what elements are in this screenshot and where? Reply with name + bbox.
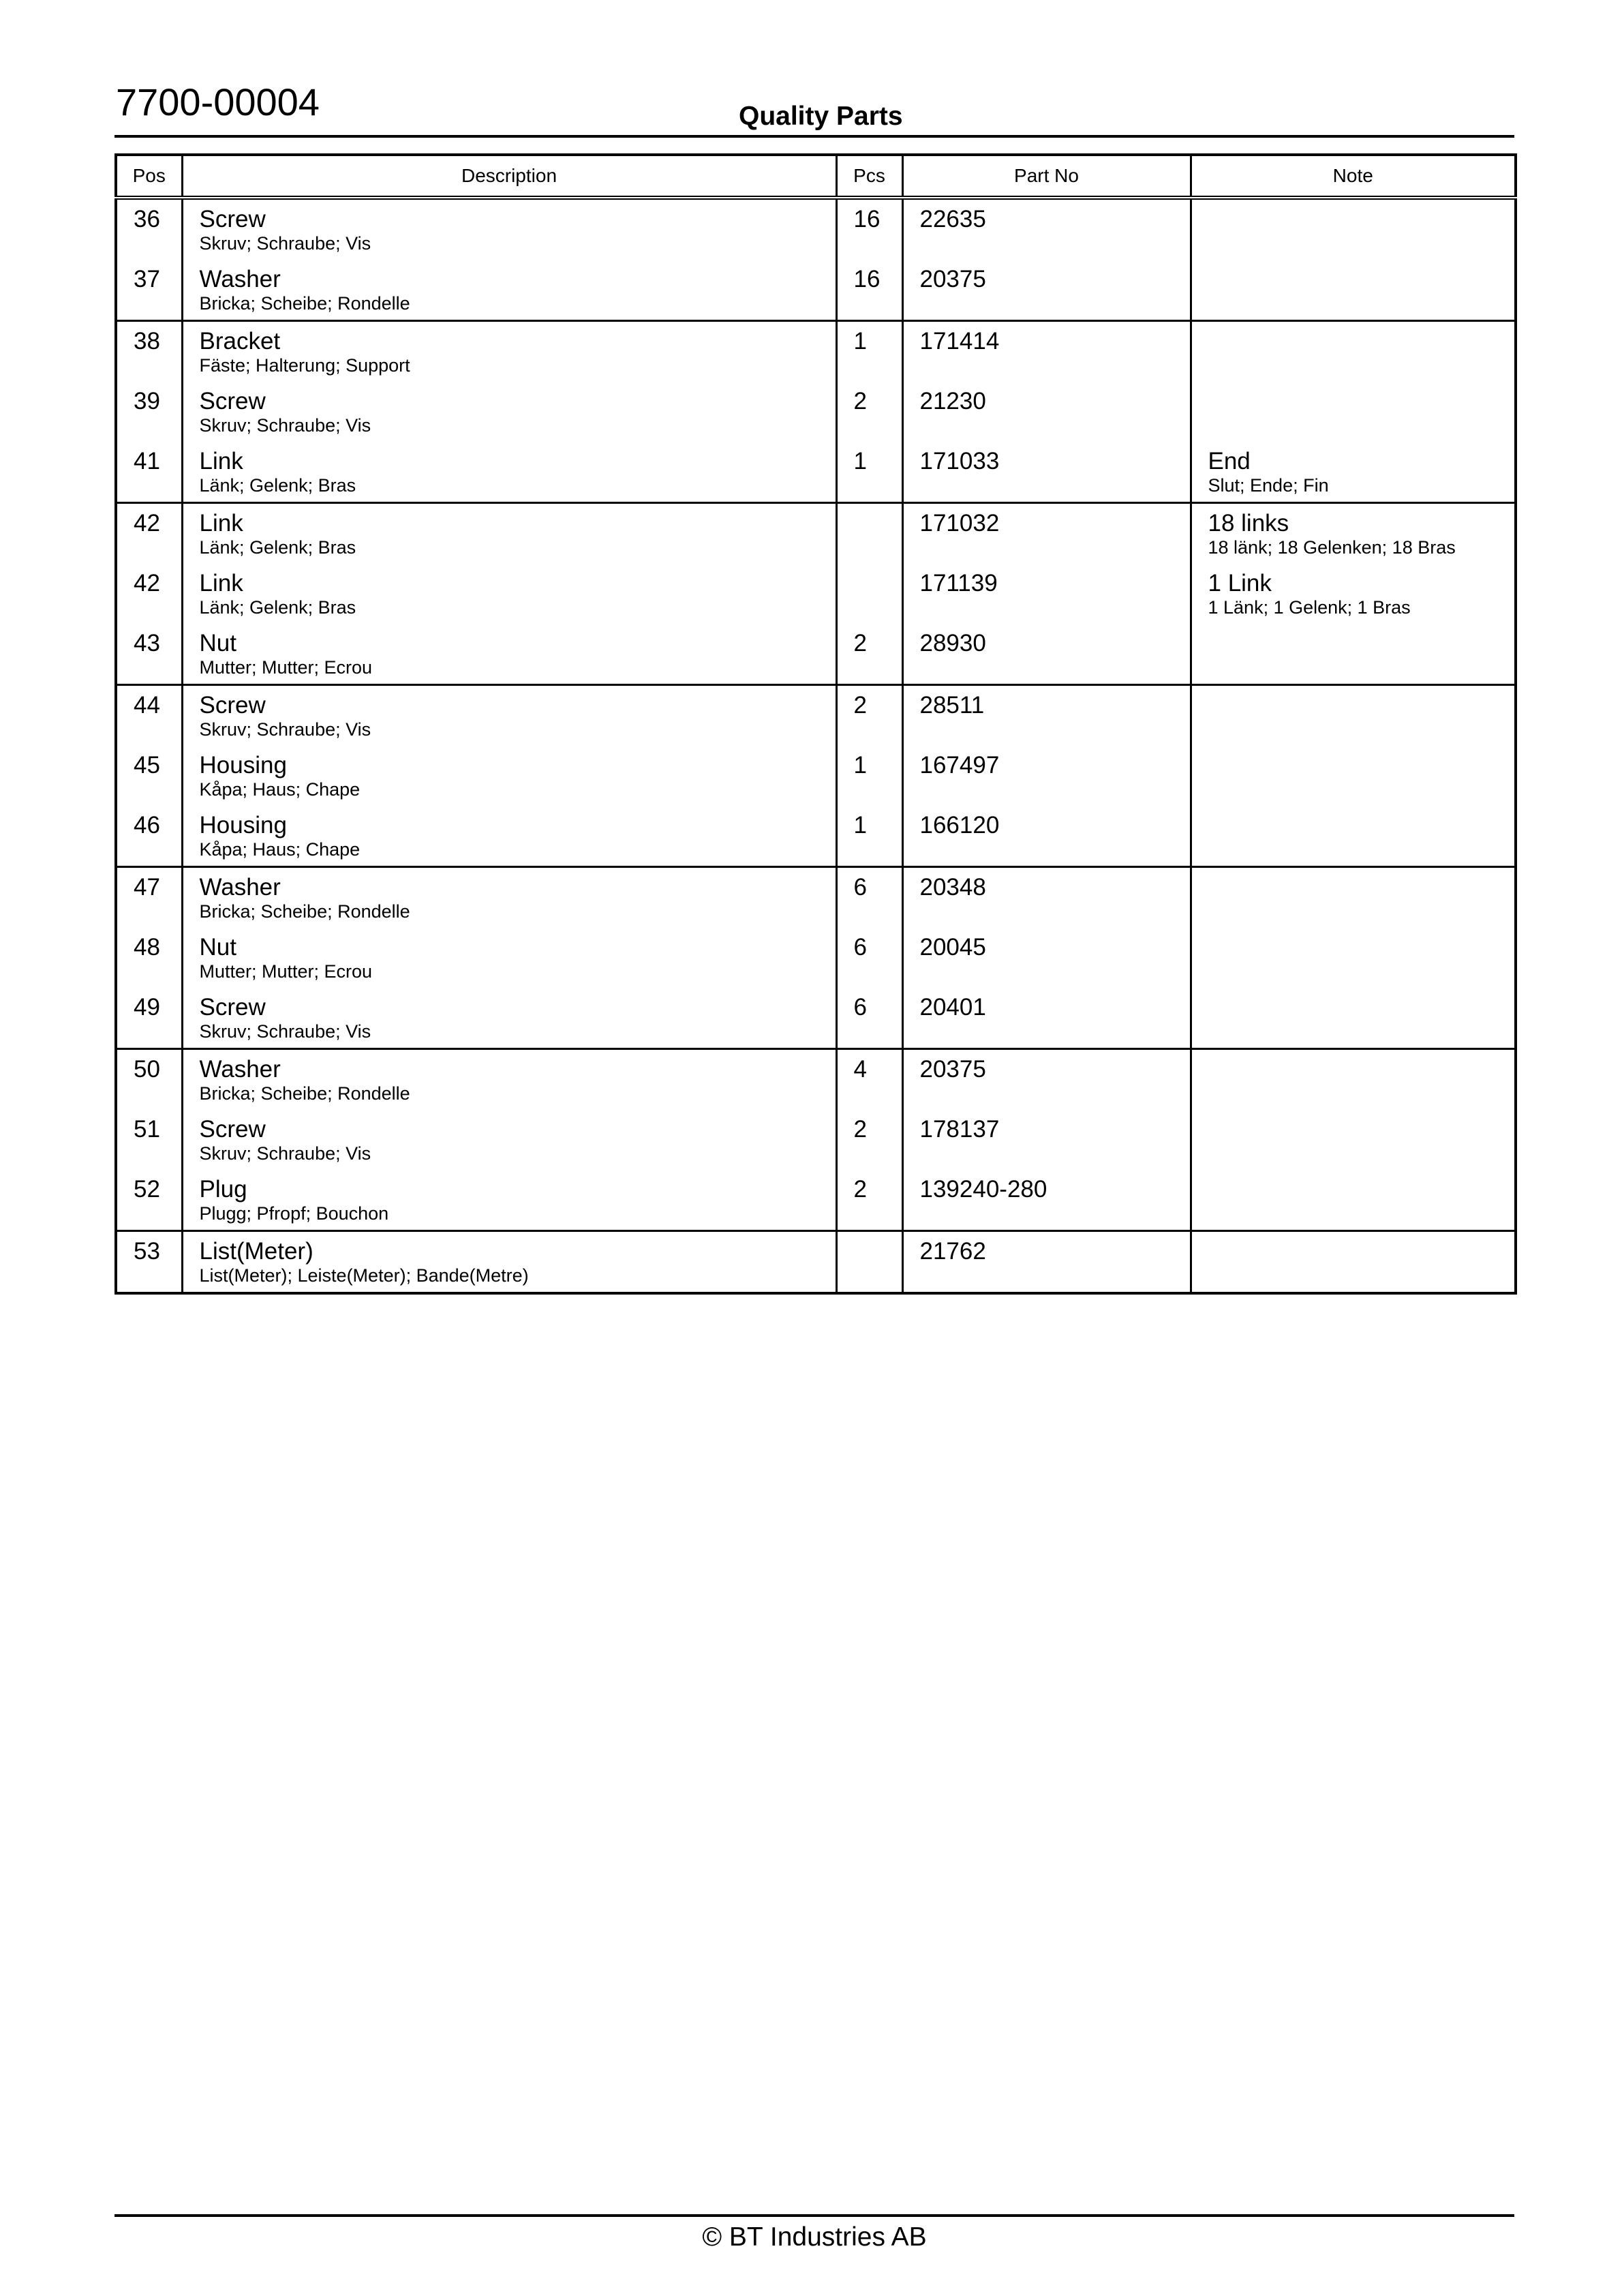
part-no-cell-text: 171139	[919, 570, 998, 596]
note-cell-text	[1192, 1232, 1515, 1239]
description-cell	[182, 260, 836, 321]
description-cell-text: Link	[199, 510, 243, 537]
note-cell-text	[1192, 806, 1515, 813]
pos-cell	[116, 1110, 182, 1170]
pcs-cell-text	[838, 1232, 902, 1239]
table-row	[116, 564, 1516, 624]
pcs-cell	[836, 746, 902, 806]
pcs-cell-text: 2	[853, 692, 867, 719]
part-no-cell-text: 166120	[919, 812, 1000, 839]
part-no-cell	[902, 442, 1191, 503]
description-cell-translation: Kåpa; Haus; Chape	[199, 779, 361, 800]
pcs-cell	[836, 198, 902, 260]
pos-cell	[116, 928, 182, 988]
description-cell	[182, 746, 836, 806]
pcs-cell	[836, 382, 902, 442]
table-row	[116, 442, 1516, 503]
description-cell-text: List(Meter)	[199, 1238, 313, 1265]
column-header-pcs: Pcs	[836, 155, 902, 198]
pos-cell-text: 49	[134, 994, 160, 1021]
note-cell	[1191, 442, 1516, 503]
part-no-cell-text: 21762	[919, 1238, 986, 1265]
note-cell-text: End	[1208, 448, 1251, 474]
description-cell-translation: Mutter; Mutter; Ecrou	[199, 657, 373, 678]
description-cell-translation: Fäste; Halterung; Support	[199, 355, 410, 376]
description-cell	[182, 503, 836, 564]
note-cell	[1191, 382, 1516, 442]
pos-cell	[116, 260, 182, 321]
description-cell	[182, 1049, 836, 1111]
pcs-cell-text: 2	[853, 630, 867, 656]
part-no-cell-text: 167497	[919, 752, 1000, 779]
description-cell-text: Screw	[199, 994, 266, 1021]
pos-cell-text: 50	[134, 1056, 160, 1083]
part-no-cell	[902, 624, 1191, 685]
column-header-pos: Pos	[116, 155, 182, 198]
pos-cell	[116, 988, 182, 1049]
part-no-cell-text: 21230	[919, 388, 986, 414]
pos-cell-text: 43	[134, 630, 160, 656]
description-cell	[182, 928, 836, 988]
description-cell-translation: Länk; Gelenk; Bras	[199, 537, 356, 558]
pcs-cell-text: 6	[853, 874, 867, 901]
pos-cell	[116, 382, 182, 442]
part-no-cell	[902, 198, 1191, 260]
description-cell-text: Washer	[199, 266, 281, 292]
note-cell	[1191, 624, 1516, 685]
pcs-cell-text: 1	[853, 752, 867, 779]
part-no-cell-text: 28511	[919, 692, 985, 719]
pcs-cell	[836, 260, 902, 321]
pcs-cell	[836, 806, 902, 867]
note-cell	[1191, 198, 1516, 260]
description-cell	[182, 1170, 836, 1231]
note-cell	[1191, 260, 1516, 321]
note-cell	[1191, 685, 1516, 746]
part-no-cell	[902, 685, 1191, 746]
note-cell-text	[1192, 868, 1515, 875]
part-no-cell	[902, 1170, 1191, 1231]
pos-cell-text: 38	[134, 328, 160, 354]
pos-cell-text: 37	[134, 266, 160, 292]
pos-cell	[116, 1170, 182, 1231]
note-cell	[1191, 928, 1516, 988]
pos-cell-text: 44	[134, 692, 160, 719]
description-cell-translation: Länk; Gelenk; Bras	[199, 597, 356, 618]
note-cell-text	[1192, 1110, 1515, 1117]
table-row	[116, 746, 1516, 806]
note-cell-text	[1192, 382, 1515, 389]
pcs-cell-text: 1	[853, 448, 867, 474]
part-no-cell-text: 28930	[919, 630, 986, 656]
table-row	[116, 928, 1516, 988]
table-row	[116, 198, 1516, 260]
table-row	[116, 1231, 1516, 1294]
pcs-cell	[836, 442, 902, 503]
pcs-cell-text: 16	[853, 266, 881, 292]
part-no-cell-text: 20348	[919, 874, 986, 901]
table-row	[116, 988, 1516, 1049]
part-no-cell	[902, 260, 1191, 321]
description-cell	[182, 382, 836, 442]
pcs-cell-text: 2	[853, 1116, 867, 1143]
pcs-cell	[836, 928, 902, 988]
note-cell-text	[1192, 624, 1515, 631]
description-cell	[182, 988, 836, 1049]
pcs-cell-text: 1	[853, 328, 867, 354]
part-no-cell	[902, 564, 1191, 624]
pcs-cell	[836, 564, 902, 624]
part-no-cell-text: 20375	[919, 1056, 986, 1083]
pos-cell-text: 51	[134, 1116, 160, 1143]
description-cell-text: Screw	[199, 388, 266, 414]
pos-cell	[116, 1231, 182, 1294]
description-cell-text: Link	[199, 570, 243, 596]
part-no-cell	[902, 806, 1191, 867]
table-row	[116, 382, 1516, 442]
pcs-cell	[836, 503, 902, 564]
description-cell-translation: Bricka; Scheibe; Rondelle	[199, 1083, 410, 1104]
description-cell	[182, 442, 836, 503]
description-cell	[182, 321, 836, 382]
pos-cell-text: 52	[134, 1176, 160, 1203]
pos-cell-text: 48	[134, 934, 160, 961]
pcs-cell-text: 2	[853, 1176, 867, 1203]
table-row	[116, 624, 1516, 685]
part-no-cell	[902, 1049, 1191, 1111]
description-cell-text: Housing	[199, 752, 287, 779]
description-cell-text: Screw	[199, 1116, 266, 1143]
document-number: 7700-00004	[116, 80, 320, 123]
description-cell-translation: Bricka; Scheibe; Rondelle	[199, 901, 410, 922]
pos-cell-text: 46	[134, 812, 160, 839]
note-cell-text	[1192, 686, 1515, 693]
pcs-cell	[836, 988, 902, 1049]
part-no-cell	[902, 503, 1191, 564]
column-header-part-no: Part No	[902, 155, 1191, 198]
description-cell	[182, 867, 836, 928]
page-title: Quality Parts	[739, 102, 903, 131]
table-row	[116, 503, 1516, 564]
table-header-row	[116, 155, 1516, 198]
pos-cell	[116, 685, 182, 746]
part-no-cell	[902, 988, 1191, 1049]
footer-divider	[114, 2214, 1514, 2217]
part-no-cell-text: 20375	[919, 266, 986, 292]
pos-cell	[116, 442, 182, 503]
note-cell	[1191, 806, 1516, 867]
table-row	[116, 1170, 1516, 1231]
part-no-cell	[902, 1110, 1191, 1170]
part-no-cell-text: 171032	[919, 510, 1000, 537]
pcs-cell	[836, 1170, 902, 1231]
part-no-cell-text: 22635	[919, 206, 986, 232]
table-row	[116, 867, 1516, 928]
description-cell-translation: Kåpa; Haus; Chape	[199, 839, 361, 860]
part-no-cell	[902, 1231, 1191, 1294]
pcs-cell-text: 4	[853, 1056, 867, 1083]
note-cell	[1191, 746, 1516, 806]
pcs-cell-text: 6	[853, 934, 867, 961]
note-cell	[1191, 1170, 1516, 1231]
part-no-cell-text: 171414	[919, 328, 1000, 354]
pos-cell-text: 41	[134, 448, 160, 474]
description-cell-translation: Skruv; Schraube; Vis	[199, 233, 371, 254]
description-cell-translation: Skruv; Schraube; Vis	[199, 719, 371, 740]
description-cell-text: Housing	[199, 812, 287, 839]
parts-table	[114, 153, 1517, 1295]
description-cell-text: Screw	[199, 692, 266, 719]
table-row	[116, 321, 1516, 382]
pcs-cell-text: 1	[853, 812, 867, 839]
header-divider	[114, 135, 1514, 138]
pcs-cell	[836, 321, 902, 382]
pos-cell	[116, 806, 182, 867]
note-cell-text	[1192, 260, 1515, 267]
description-cell-translation: Skruv; Schraube; Vis	[199, 415, 371, 436]
note-cell	[1191, 1049, 1516, 1111]
description-cell	[182, 1231, 836, 1294]
part-no-cell	[902, 382, 1191, 442]
table-row	[116, 685, 1516, 746]
part-no-cell	[902, 867, 1191, 928]
description-cell-text: Washer	[199, 874, 281, 901]
description-cell-text: Bracket	[199, 328, 281, 354]
pos-cell-text: 47	[134, 874, 160, 901]
pcs-cell	[836, 1049, 902, 1111]
description-cell-translation: Länk; Gelenk; Bras	[199, 475, 356, 496]
description-cell	[182, 564, 836, 624]
part-no-cell	[902, 928, 1191, 988]
note-cell-text	[1192, 988, 1515, 995]
description-cell-translation: Skruv; Schraube; Vis	[199, 1021, 371, 1042]
note-cell-text	[1192, 746, 1515, 753]
note-cell-text: 1 Link	[1208, 570, 1272, 596]
part-no-cell-text: 20045	[919, 934, 986, 961]
note-cell	[1191, 1110, 1516, 1170]
part-no-cell-text: 171033	[919, 448, 1000, 474]
note-cell-text	[1192, 1050, 1515, 1057]
description-cell	[182, 624, 836, 685]
part-no-cell-text: 178137	[919, 1116, 1000, 1143]
table-row	[116, 806, 1516, 867]
note-cell	[1191, 988, 1516, 1049]
pcs-cell-text	[838, 564, 902, 571]
pcs-cell-text: 6	[853, 994, 867, 1021]
table-body	[116, 198, 1516, 1293]
pos-cell	[116, 198, 182, 260]
copyright-notice: © BT Industries AB	[702, 2222, 927, 2252]
pcs-cell-text	[838, 504, 902, 511]
pos-cell	[116, 564, 182, 624]
table-row	[116, 260, 1516, 321]
pos-cell	[116, 746, 182, 806]
description-cell-translation: Mutter; Mutter; Ecrou	[199, 961, 373, 982]
description-cell-text: Nut	[199, 630, 236, 656]
note-cell-text	[1192, 200, 1515, 207]
note-cell	[1191, 321, 1516, 382]
pcs-cell-text: 2	[853, 388, 867, 414]
pcs-cell	[836, 1110, 902, 1170]
pos-cell	[116, 321, 182, 382]
pos-cell-text: 42	[134, 570, 160, 596]
note-cell	[1191, 1231, 1516, 1294]
pos-cell	[116, 867, 182, 928]
description-cell-text: Screw	[199, 206, 266, 232]
note-cell	[1191, 867, 1516, 928]
pcs-cell	[836, 867, 902, 928]
pos-cell	[116, 503, 182, 564]
description-cell	[182, 198, 836, 260]
pos-cell-text: 42	[134, 510, 160, 537]
pos-cell-text: 36	[134, 206, 160, 232]
note-cell	[1191, 503, 1516, 564]
part-no-cell-text: 139240-280	[919, 1176, 1047, 1203]
pcs-cell-text: 16	[853, 206, 881, 232]
note-cell-translation: Slut; Ende; Fin	[1208, 475, 1329, 496]
note-cell-text: 18 links	[1208, 510, 1289, 537]
description-cell	[182, 685, 836, 746]
description-cell	[182, 806, 836, 867]
note-cell-translation: 18 länk; 18 Gelenken; 18 Bras	[1208, 537, 1456, 558]
pcs-cell	[836, 685, 902, 746]
description-cell-text: Washer	[199, 1056, 281, 1083]
note-cell-text	[1192, 928, 1515, 935]
note-cell-text	[1192, 322, 1515, 329]
part-no-cell	[902, 321, 1191, 382]
pos-cell	[116, 1049, 182, 1111]
description-cell-translation: Skruv; Schraube; Vis	[199, 1143, 371, 1164]
table-row	[116, 1110, 1516, 1170]
column-header-note: Note	[1191, 155, 1516, 198]
note-cell-text	[1192, 1170, 1515, 1177]
description-cell-text: Plug	[199, 1176, 247, 1203]
part-no-cell-text: 20401	[919, 994, 986, 1021]
description-cell-translation: Plugg; Pfropf; Bouchon	[199, 1203, 389, 1224]
description-cell-text: Link	[199, 448, 243, 474]
column-header-description: Description	[182, 155, 836, 198]
note-cell	[1191, 564, 1516, 624]
description-cell	[182, 1110, 836, 1170]
pos-cell	[116, 624, 182, 685]
pos-cell-text: 53	[134, 1238, 160, 1265]
pos-cell-text: 39	[134, 388, 160, 414]
pos-cell-text: 45	[134, 752, 160, 779]
description-cell-translation: List(Meter); Leiste(Meter); Bande(Metre)	[199, 1265, 529, 1286]
part-no-cell	[902, 746, 1191, 806]
table-row	[116, 1049, 1516, 1111]
pcs-cell	[836, 1231, 902, 1294]
pcs-cell	[836, 624, 902, 685]
description-cell-translation: Bricka; Scheibe; Rondelle	[199, 293, 410, 314]
description-cell-text: Nut	[199, 934, 236, 961]
note-cell-translation: 1 Länk; 1 Gelenk; 1 Bras	[1208, 597, 1411, 618]
